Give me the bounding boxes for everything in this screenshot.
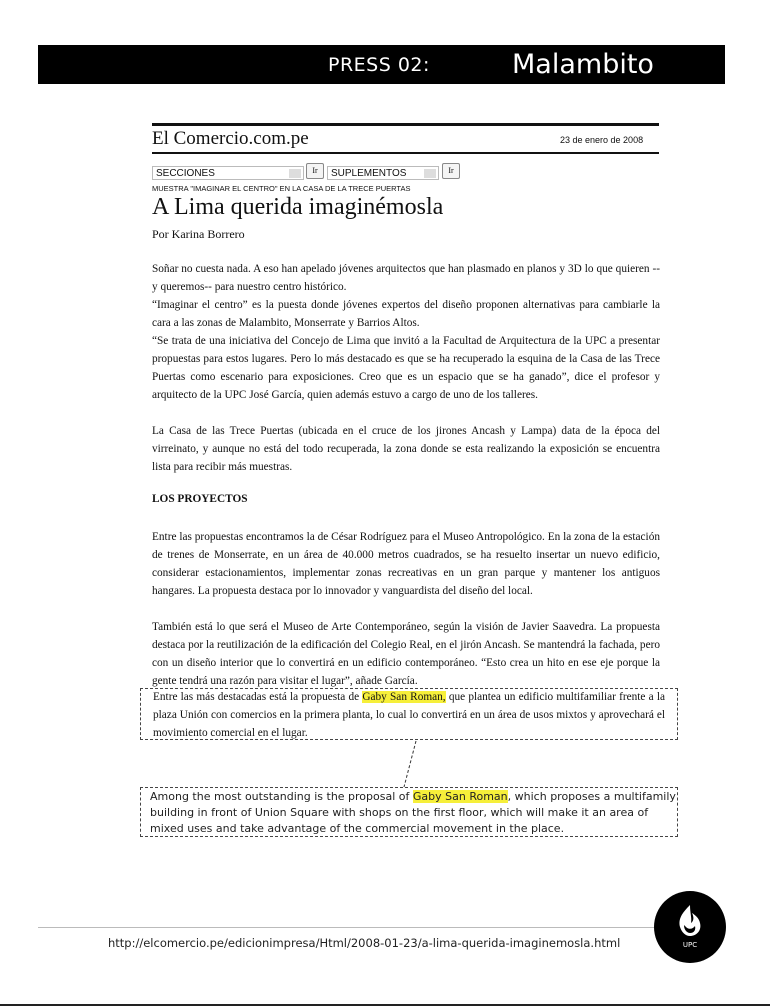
press-label: PRESS 02:: [328, 54, 430, 76]
sections-go-button[interactable]: Ir: [306, 163, 324, 179]
translation-box: [140, 787, 678, 837]
article-paragraph: Soñar no cuesta nada. A eso han apelado jóvenes arquitectos que han plasmado en planos y 3D lo que quieren --y queremos-- para nuestro centro histórico.: [152, 263, 660, 293]
article-paragraph: También está lo que será el Museo de Arte Contemporáneo, según la visión de Javier Saavedra. La propuesta destaca por la reutilización de la edificación del Colegio Real, en el jirón Ancash. Se mantendrá la fachada, pero con un diseño interior que lo convertirá en un edificio contemporáneo. “Esto crea un hito en ese eje porque la gente tendrá una razón para visitar el lugar”, añade García.: [152, 621, 660, 687]
project-name: Malambito: [512, 49, 654, 80]
article-date: 23 de enero de 2008: [560, 135, 644, 145]
sections-select[interactable]: SECCIONES: [152, 166, 304, 180]
supplements-select[interactable]: SUPLEMENTOS: [327, 166, 439, 180]
article-paragraph: “Se trata de una iniciativa del Concejo de Lima que invitó a la Facultad de Arquitectura de la UPC a presentar propuestas para estos lugares. Pero lo más destacado es que se ha recuperado la esquina de la Casa de las Trece Puertas como escenario para exposiciones. Creo que es un espacio que se ha ganado”, dice el profesor y arquitecto de la UPC José García, quien además estuvo a cargo de uno de los talleres.: [152, 335, 660, 401]
source-url: http://elcomercio.pe/edicionimpresa/Html/2008-01-23/a-lima-querida-imaginemosla.html: [108, 936, 621, 950]
upc-logo: [654, 891, 726, 963]
highlighted-excerpt-text: Entre las más destacadas está la propuesta de Gaby San Roman, que plantea un edificio multifamiliar frente a la plaza Unión con comercios en la primera planta, lo cual lo convertirá en un área de usos mixtos y aprovechará el movimiento comercial en el lugar.: [153, 691, 666, 739]
article-paragraph: La Casa de las Trece Puertas (ubicada en el cruce de los jirones Ancash y Lampa) data de la época del virreinato, y aunque no está del todo recuperada, la zona donde se esta realizando la exposición se encuentra lista para recibir más muestras.: [152, 425, 660, 473]
article-byline: Por Karina Borrero: [152, 227, 245, 241]
supplements-go-button[interactable]: Ir: [442, 163, 460, 179]
article-paragraph: Entre las propuestas encontramos la de César Rodríguez para el Museo Antropológico. En la zona de la estación de trenes de Monserrate, en un área de 40.000 metros cuadrados, se ha resuelto insertar un nuevo edificio, considerar estacionamientos, implementar zonas recreativas en un gran parque y mantener los antiguos hangares. La propuesta destaca por lo innovador y vanguardista del diseño del local.: [152, 531, 660, 597]
translation-text: Among the most outstanding is the proposal of Gaby San Roman, which proposes a multifamily building in front of Union Square with shops on the first floor, which will make it an area of mixed uses and take advantage of the commercial movement in the place.: [150, 790, 676, 835]
highlighted-name: Gaby San Roman: [412, 790, 508, 803]
article-paragraph: “Imaginar el centro” es la puesta donde jóvenes expertos del diseño proponen alternativas para cambiarle la cara a las zonas de Malambito, Monserrate y Barrios Altos.: [152, 299, 660, 329]
page-bottom-rule: [0, 1004, 770, 1006]
newspaper-site-name: El Comercio.com.pe: [152, 128, 309, 149]
footer-divider: [38, 927, 658, 928]
logo-label: UPC: [682, 941, 698, 949]
article-kicker: MUESTRA "IMAGINAR EL CENTRO" EN LA CASA DE LA TRECE PUERTAS: [152, 184, 411, 193]
article-headline: A Lima querida imaginémosla: [152, 194, 444, 220]
section-heading: LOS PROYECTOS: [152, 493, 248, 505]
flame-icon: [672, 903, 708, 939]
highlighted-name: Gaby San Roman,: [362, 691, 446, 703]
